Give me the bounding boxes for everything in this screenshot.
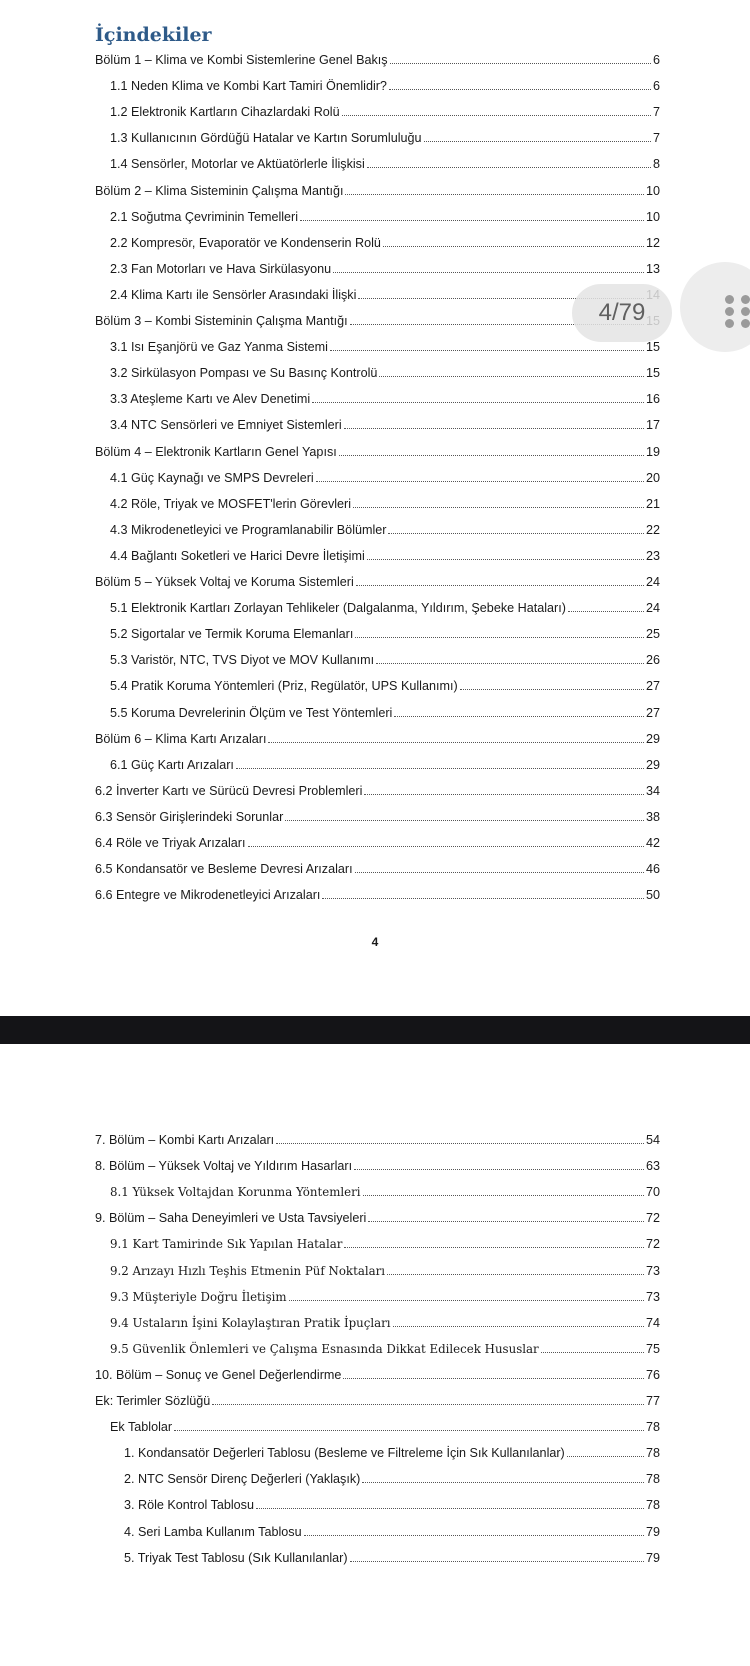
page-counter-badge (572, 284, 672, 342)
toc-dot-leader (387, 1274, 644, 1275)
toc-dot-leader (388, 533, 644, 534)
toc-entry-label: 3.4 NTC Sensörleri ve Emniyet Sistemleri (110, 418, 342, 433)
toc-dot-leader (344, 428, 644, 429)
toc-entry-label: 2.4 Klima Kartı ile Sensörler Arasındaki İlişki (110, 287, 357, 302)
toc-dot-leader (339, 455, 644, 456)
toc-entry-label: 4.1 Güç Kaynağı ve SMPS Devreleri (110, 470, 314, 485)
toc-entry-page: 78 (645, 1472, 660, 1487)
toc-entry[interactable] (110, 387, 660, 407)
toc-entry[interactable] (110, 205, 660, 225)
toc-entry[interactable] (110, 152, 660, 172)
toc-dot-leader (354, 1169, 644, 1170)
toc-entry-label: 6.6 Entegre ve Mikrodenetleyici Arızaları (95, 888, 321, 903)
toc-entry-label: 1.4 Sensörler, Motorlar ve Aktüatörlerle İlişkisi (110, 157, 365, 172)
toc-dot-leader (344, 1247, 644, 1248)
toc-entry-page: 6 (652, 53, 660, 67)
toc-entry-page: 27 (645, 705, 660, 720)
toc-entry-page: 15 (645, 340, 660, 355)
toc-entry-page: 34 (645, 783, 660, 798)
toc-entry-page: 16 (645, 392, 660, 407)
toc-entry[interactable] (110, 596, 660, 616)
toc-entry[interactable] (124, 1493, 660, 1513)
toc-entry[interactable] (110, 674, 660, 694)
toc-entry-label: 1. Kondansatör Değerleri Tablosu (Besleme ve Filtreleme İçin Sık Kullanılanlar) (124, 1446, 565, 1461)
toc-dot-leader (356, 585, 644, 586)
toc-entry-page: 23 (645, 548, 660, 563)
page-counter-text: 4/79 (598, 299, 646, 326)
toc-entry-label: Bölüm 4 – Elektronik Kartların Genel Yapısı (95, 444, 337, 459)
toc-entry[interactable] (95, 805, 660, 825)
toc-entry-label: 7. Bölüm – Kombi Kartı Arızaları (95, 1133, 275, 1147)
toc-dot-leader (289, 1300, 644, 1301)
toc-entry-label: 9.3 Müşteriyle Doğru İletişim (110, 1289, 287, 1304)
toc-dot-leader (362, 1482, 644, 1483)
toc-entry-label: 2.3 Fan Motorları ve Hava Sirkülasyonu (110, 261, 332, 276)
toc-dot-leader (353, 507, 644, 508)
toc-dot-leader (393, 1326, 644, 1327)
toc-entry-label: 2.1 Soğutma Çevriminin Temelleri (110, 209, 299, 224)
toc-entry-page: 7 (652, 131, 660, 146)
toc-dot-leader (350, 1561, 644, 1562)
toc-entry-label: 9. Bölüm – Saha Deneyimleri ve Usta Tavsiyeleri (95, 1211, 367, 1226)
toc-dot-leader (304, 1535, 644, 1536)
toc-entry[interactable] (95, 570, 660, 590)
toc-entry-page: 46 (645, 862, 660, 877)
toc-dot-leader (342, 115, 651, 116)
toc-dot-leader (333, 272, 644, 273)
toc-entry-page: 29 (645, 757, 660, 772)
toc-dot-leader (389, 89, 651, 90)
toc-entry-page: 12 (645, 235, 660, 250)
toc-entry[interactable] (95, 1206, 660, 1226)
toc-dot-leader (364, 794, 644, 795)
toc-entry-page: 27 (645, 679, 660, 694)
toc-dot-leader (383, 246, 644, 247)
toc-entry-page: 10 (645, 183, 660, 198)
toc-entry-page: 54 (645, 1133, 660, 1147)
toc-entry-page: 70 (645, 1185, 660, 1200)
toc-entry[interactable] (95, 1389, 660, 1409)
toc-entry-page: 21 (645, 496, 660, 511)
toc-entry-label: 8.1 Yüksek Voltajdan Korunma Yöntemleri (110, 1185, 361, 1200)
toc-entry-label: 9.2 Arızayı Hızlı Teşhis Etmenin Püf Noktaları (110, 1263, 386, 1278)
toc-entry-page: 72 (645, 1211, 660, 1226)
toc-entry-label: 6.1 Güç Kartı Arızaları (110, 757, 234, 772)
toc-entry[interactable] (110, 1415, 660, 1435)
toc-dot-leader (368, 1221, 644, 1222)
toc-entry-page: 38 (645, 809, 660, 824)
toc-entry[interactable] (110, 518, 660, 538)
toc-entry-page: 26 (645, 653, 660, 668)
toc-dot-leader (355, 637, 644, 638)
toc-entry[interactable] (95, 440, 660, 460)
toc-dot-leader (367, 167, 651, 168)
toc-entry-label: 4.2 Röle, Triyak ve MOSFET'lerin Görevleri (110, 496, 352, 511)
toc-entry-label: 6.5 Kondansatör ve Besleme Devresi Arızaları (95, 862, 353, 877)
toc-entry[interactable] (110, 1232, 660, 1252)
toc-entry-page: 63 (645, 1159, 660, 1174)
toc-entry-page: 29 (645, 731, 660, 746)
toc-dot-leader (460, 689, 644, 690)
toc-dot-leader (174, 1430, 644, 1431)
toc-entry-page: 25 (645, 627, 660, 642)
toc-entry[interactable] (110, 1311, 660, 1331)
toc-entry-label: 6.4 Röle ve Triyak Arızaları (95, 836, 246, 850)
toc-entry-page: 22 (645, 522, 660, 537)
toc-entry-label: 8. Bölüm – Yüksek Voltaj ve Yıldırım Hasarları (95, 1159, 353, 1174)
toc-entry[interactable] (110, 544, 660, 564)
toc-entry-label: 5.3 Varistör, NTC, TVS Diyot ve MOV Kullanımı (110, 653, 375, 668)
toc-dot-leader (212, 1404, 644, 1405)
toc-entry-label: 4.3 Mikrodenetleyici ve Programlanabilir Bölümler (110, 522, 387, 537)
toc-entry-label: Bölüm 6 – Klima Kartı Arızaları (95, 731, 267, 746)
toc-entry[interactable] (110, 1337, 660, 1357)
page-separator (0, 1016, 750, 1044)
toc-dot-leader (541, 1352, 644, 1353)
toc-entry-label: 1.3 Kullanıcının Gördüğü Hatalar ve Kartın Sorumluluğu (110, 131, 422, 146)
toc-entry-label: 3. Röle Kontrol Tablosu (124, 1498, 254, 1513)
toc-entry-label: Ek Tablolar (110, 1420, 173, 1435)
toc-entry-label: 5.2 Sigortalar ve Termik Koruma Elemanları (110, 627, 354, 642)
toc-entry-label: 4. Seri Lamba Kullanım Tablosu (124, 1524, 302, 1539)
toc-entry[interactable] (124, 1546, 660, 1566)
toc-dot-leader (322, 898, 644, 899)
toc-entry-page: 10 (645, 209, 660, 224)
toc-entry-label: 9.4 Ustaların İşini Kolaylaştıran Pratik İpuçları (110, 1315, 391, 1330)
toc-entry-label: 5.1 Elektronik Kartları Zorlayan Tehlikeler (Dalgalanma, Yıldırım, Şebeke Hataları) (110, 601, 566, 616)
toc-dot-leader (394, 716, 644, 717)
toc-dot-leader (355, 872, 644, 873)
toc-entry[interactable] (110, 100, 660, 120)
toc-entry[interactable] (124, 1441, 660, 1461)
toc-entry-label: 3.2 Sirkülasyon Pompası ve Su Basınç Kontrolü (110, 366, 378, 381)
toc-entry-page: 78 (645, 1446, 660, 1461)
toc-entry-label: Bölüm 5 – Yüksek Voltaj ve Koruma Sistemleri (95, 575, 354, 589)
toc-dot-leader (312, 402, 644, 403)
toc-dot-leader (276, 1143, 644, 1144)
toc-entry-label: 9.5 Güvenlik Önlemleri ve Çalışma Esnasında Dikkat Edilecek Hususlar (110, 1341, 539, 1356)
toc-dot-leader (316, 481, 644, 482)
toc-entry[interactable] (110, 466, 660, 486)
toc-entry[interactable] (95, 779, 660, 799)
toc-entry[interactable] (95, 727, 660, 747)
toc-entry-label: 3.3 Ateşleme Kartı ve Alev Denetimi (110, 392, 311, 407)
toc-dot-leader (268, 742, 644, 743)
toc-entry-label: 6.2 İnverter Kartı ve Sürücü Devresi Problemleri (95, 783, 363, 798)
toc-entry[interactable] (110, 753, 660, 773)
toc-entry-page: 75 (645, 1341, 660, 1356)
toc-entry-page: 13 (645, 261, 660, 276)
toc-entry[interactable] (110, 335, 660, 355)
toc-dot-leader (568, 611, 644, 612)
toc-entry-page: 42 (645, 836, 660, 850)
toc-dot-leader (567, 1456, 644, 1457)
toc-entry-page: 79 (645, 1550, 660, 1565)
toc-entry[interactable] (110, 622, 660, 642)
toc-entry[interactable] (124, 1520, 660, 1540)
toc-entry[interactable] (110, 231, 660, 251)
toc-entry[interactable] (110, 701, 660, 721)
toc-entry-page: 7 (652, 105, 660, 120)
toc-entry-page: 76 (645, 1367, 660, 1382)
toc-entry-label: 10. Bölüm – Sonuç ve Genel Değerlendirme (95, 1367, 342, 1382)
toc-entry-page: 8 (652, 157, 660, 172)
toc-entry-label: 5.5 Koruma Devrelerinin Ölçüm ve Test Yöntemleri (110, 705, 393, 720)
toc-dot-leader (330, 350, 644, 351)
toc-entry[interactable] (110, 413, 660, 433)
toc-dot-leader (390, 63, 651, 64)
toc-title: İçindekiler (95, 24, 212, 46)
toc-entry[interactable] (110, 361, 660, 381)
toc-entry[interactable] (95, 48, 660, 68)
toc-dot-leader (363, 1195, 644, 1196)
toc-entry-page: 15 (645, 366, 660, 381)
toc-entry-label: 4.4 Bağlantı Soketleri ve Harici Devre İletişimi (110, 548, 365, 563)
toc-entry[interactable] (110, 492, 660, 512)
toc-entry-page: 50 (645, 888, 660, 903)
toc-entry[interactable] (124, 1467, 660, 1487)
toc-entry-label: Bölüm 3 – Kombi Sisteminin Çalışma Mantığı (95, 314, 348, 328)
toc-entry-page: 73 (645, 1289, 660, 1304)
page-number: 4 (371, 935, 379, 949)
toc-entry-label: 1.2 Elektronik Kartların Cihazlardaki Rolü (110, 105, 340, 120)
toc-dot-leader (248, 846, 644, 847)
toc-dot-leader (256, 1508, 644, 1509)
toc-entry-label: 5. Triyak Test Tablosu (Sık Kullanılanlar) (124, 1550, 348, 1565)
toc-entry-page: 6 (652, 79, 660, 94)
toc-entry-page: 79 (645, 1524, 660, 1539)
toc-dot-leader (376, 663, 644, 664)
toc-entry-label: 2. NTC Sensör Direnç Değerleri (Yaklaşık) (124, 1472, 361, 1487)
toc-entry-label: 3.1 Isı Eşanjörü ve Gaz Yanma Sistemi (110, 340, 328, 355)
toc-entry-label: 1.1 Neden Klima ve Kombi Kart Tamiri Önemlidir? (110, 79, 387, 94)
toc-entry-page: 20 (645, 470, 660, 485)
toc-dot-leader (345, 194, 644, 195)
toc-entry-page: 24 (645, 575, 660, 589)
toc-entry[interactable] (110, 1259, 660, 1279)
toc-entry-label: 6.3 Sensör Girişlerindeki Sorunlar (95, 809, 284, 824)
toc-dot-leader (424, 141, 651, 142)
toc-entry-label: 9.1 Kart Tamirinde Sık Yapılan Hatalar (110, 1237, 343, 1252)
toc-dot-leader (343, 1378, 644, 1379)
toc-entry-page: 78 (645, 1498, 660, 1513)
toc-entry[interactable] (110, 74, 660, 94)
toc-dot-leader (379, 376, 644, 377)
toc-entry-page: 17 (645, 418, 660, 433)
toc-entry[interactable] (110, 1180, 660, 1200)
toc-entry[interactable] (110, 257, 660, 277)
toc-entry-page: 72 (645, 1237, 660, 1252)
toc-entry[interactable] (110, 648, 660, 668)
toc-entry[interactable] (95, 831, 660, 851)
toc-entry-label: 2.2 Kompresör, Evaporatör ve Kondenserin Rolü (110, 235, 381, 250)
toc-entry-page: 24 (645, 601, 660, 616)
toc-dot-leader (367, 559, 644, 560)
toc-entry[interactable] (95, 1128, 660, 1148)
toc-entry-label: Ek: Terimler Sözlüğü (95, 1394, 211, 1408)
toc-entry-label: Bölüm 2 – Klima Sisteminin Çalışma Mantığı (95, 183, 344, 198)
toc-entry[interactable] (110, 1285, 660, 1305)
toc-entry-label: Bölüm 1 – Klima ve Kombi Sistemlerine Genel Bakış (95, 53, 388, 67)
toc-entry-page: 73 (645, 1263, 660, 1278)
toc-entry[interactable] (95, 1154, 660, 1174)
toc-entry[interactable] (95, 1363, 660, 1383)
toc-entry[interactable] (110, 126, 660, 146)
toc-entry[interactable] (95, 179, 660, 199)
toc-dot-leader (300, 220, 644, 221)
toc-entry-label: 5.4 Pratik Koruma Yöntemleri (Priz, Regülatör, UPS Kullanımı) (110, 679, 458, 694)
toc-dot-leader (236, 768, 644, 769)
toc-entry-page: 74 (645, 1315, 660, 1330)
toc-entry-page: 77 (645, 1394, 660, 1408)
toc-dot-leader (285, 820, 644, 821)
toc-entry-page: 19 (645, 444, 660, 459)
toc-entry-page: 78 (645, 1420, 660, 1435)
toc-entry[interactable] (95, 883, 660, 903)
toc-entry[interactable] (95, 857, 660, 877)
